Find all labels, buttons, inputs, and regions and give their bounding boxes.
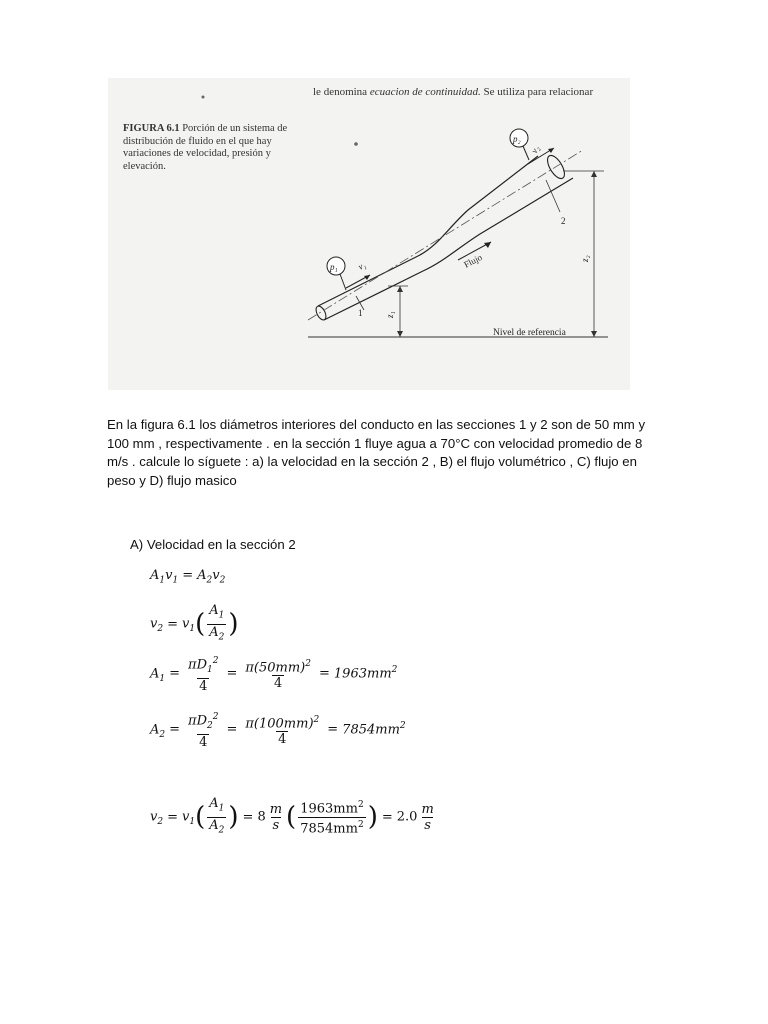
caption-number: FIGURA 6.1 bbox=[123, 123, 180, 134]
label-p1: p₁ bbox=[330, 262, 338, 272]
label-section-2: 2 bbox=[561, 216, 566, 226]
arrowhead bbox=[591, 331, 597, 337]
scan-speck bbox=[354, 142, 358, 146]
scan-header-text bbox=[313, 86, 593, 98]
equation-v2-result: $v_2 = v_1$( $\frac{A_1}{A_2}$ ) = 8 $\frac{m}{s}$ ( $\frac{1963mm^2}{7854mm^2}$ ) = 2.0 $\frac{m}{s}$ bbox=[150, 796, 438, 838]
problem-statement: En la figura 6.1 los diámetros interiores del conducto en las secciones 1 y 2 son de 50 mm y 100 mm , respectivamente . en la sección 1 fluye agua a 70°C con velocidad promedio de 8 m/s . calcule lo síguete : a) la velocidad en la sección 2 , B) el flujo volumétrico , C) flujo en peso y D) flujo masico bbox=[107, 417, 646, 488]
label-reference-level: Nivel de referencia bbox=[493, 328, 566, 338]
equation-area-2: $A_2$ = $\frac{\pi D_2^2}{4}$ = $\frac{\pi(100mm)^2}{4}$ = $7854mm^2$ bbox=[150, 712, 406, 750]
equation-v2-formula: $v_2 = v_1$( $\frac{A_1}{A_2}$ ) bbox=[150, 603, 239, 645]
equation-area-1: $A_1$ = $\frac{\pi D_1^2}{4}$ = $\frac{\pi(50mm)^2}{4}$ = $1963mm^2$ bbox=[150, 656, 398, 694]
arrowhead bbox=[397, 331, 403, 337]
arrowhead bbox=[548, 148, 554, 153]
pipe-end-1 bbox=[314, 305, 328, 322]
pipe-lower-wall bbox=[324, 178, 573, 320]
scan-speck bbox=[202, 96, 205, 99]
label-z2: z₂ bbox=[580, 255, 590, 262]
arrowhead bbox=[397, 286, 403, 292]
header-italic: ecuacion de continuidad. bbox=[369, 86, 481, 98]
label-z1: z₁ bbox=[385, 311, 395, 318]
label-v1: v₁ bbox=[356, 259, 368, 272]
arrowhead bbox=[591, 171, 597, 177]
pipe-upper-wall bbox=[318, 156, 538, 306]
equation-continuity: $A_1v_1 = A_2v_2$ bbox=[150, 568, 226, 586]
label-v2: v₂ bbox=[529, 143, 542, 155]
gauge-p1-stem bbox=[340, 274, 346, 290]
section-2-leader bbox=[546, 180, 560, 212]
gauge-p2-stem bbox=[523, 146, 529, 160]
figure-6-1-scan bbox=[108, 78, 630, 390]
header-fragment: le denomina bbox=[313, 86, 370, 98]
label-section-1: 1 bbox=[358, 308, 363, 318]
pipe-centerline bbox=[308, 150, 583, 320]
caption-text: Porción de un sistema de distribución de fluido en el que hay variaciones de velocidad, presión y elevación. bbox=[123, 123, 288, 172]
label-p2: p₂ bbox=[513, 134, 521, 144]
section-a-heading: A) Velocidad en la sección 2 bbox=[130, 537, 296, 552]
header-rest: Se utiliza para relacionar bbox=[480, 86, 594, 98]
figure-caption bbox=[123, 123, 298, 173]
label-flow: Flujo bbox=[462, 252, 484, 270]
